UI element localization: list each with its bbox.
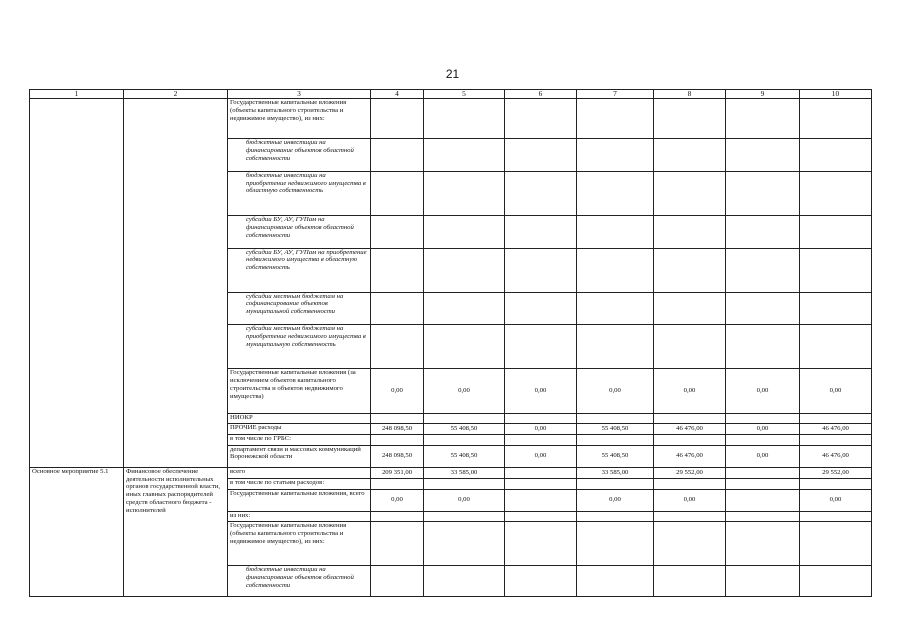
value-cell-col10	[800, 325, 872, 369]
value-cell-col10: 0,00	[800, 369, 872, 414]
header-cell-3: 3	[228, 90, 371, 99]
value-cell-col6: 0,00	[505, 423, 577, 435]
value-cell-col5: 0,00	[424, 369, 505, 414]
value-cell-col9: 0,00	[726, 369, 800, 414]
value-cell-col7: 55 408,50	[577, 445, 654, 467]
value-cell-col4: 209 351,00	[371, 467, 424, 479]
value-cell-col10	[800, 139, 872, 172]
value-cell-col5	[424, 479, 505, 490]
row-label: субсидии БУ, АУ, ГУПам на финансирование объектов областной собственности	[228, 215, 371, 248]
value-cell-col10	[800, 292, 872, 325]
value-cell-col4	[371, 215, 424, 248]
row-label: бюджетные инвестиции на финансирование объектов областной собственности	[228, 139, 371, 172]
value-cell-col9	[726, 215, 800, 248]
value-cell-col9: 0,00	[726, 423, 800, 435]
value-cell-col10: 0,00	[800, 489, 872, 511]
value-cell-col7	[577, 99, 654, 139]
row-label: всего	[228, 467, 371, 479]
value-cell-col7	[577, 522, 654, 566]
value-cell-col8	[654, 325, 726, 369]
header-cell-5: 5	[424, 90, 505, 99]
value-cell-col6	[505, 489, 577, 511]
value-cell-col5: 55 408,50	[424, 445, 505, 467]
value-cell-col8	[654, 215, 726, 248]
row-label: из них:	[228, 511, 371, 522]
value-cell-col5	[424, 325, 505, 369]
value-cell-col9	[726, 292, 800, 325]
value-cell-col5	[424, 99, 505, 139]
value-cell-col7	[577, 171, 654, 215]
header-cell-8: 8	[654, 90, 726, 99]
value-cell-col5	[424, 435, 505, 446]
row-label: Государственные капитальные вложения (за исключением объектов капитального строительства и объектов недвижимого имущества)	[228, 369, 371, 414]
value-cell-col7	[577, 248, 654, 292]
empty-col1-cell	[30, 99, 124, 467]
value-cell-col4	[371, 248, 424, 292]
value-cell-col8	[654, 511, 726, 522]
empty-col2-cell	[124, 99, 228, 467]
value-cell-col6: 0,00	[505, 369, 577, 414]
value-cell-col4: 248 098,50	[371, 423, 424, 435]
value-cell-col4	[371, 511, 424, 522]
value-cell-col7	[577, 435, 654, 446]
value-cell-col4	[371, 325, 424, 369]
value-cell-col10	[800, 479, 872, 490]
value-cell-col8	[654, 292, 726, 325]
value-cell-col9	[726, 139, 800, 172]
value-cell-col9	[726, 479, 800, 490]
value-cell-col6: 0,00	[505, 445, 577, 467]
value-cell-col6	[505, 325, 577, 369]
row-label: Государственные капитальные вложения (объекты капитального строительства и недвижимое имущество), из них:	[228, 522, 371, 566]
value-cell-col9	[726, 325, 800, 369]
value-cell-col9	[726, 99, 800, 139]
value-cell-col4	[371, 566, 424, 597]
value-cell-col5	[424, 414, 505, 423]
row-label: департамент связи и массовых коммуникаций Воронежской области	[228, 445, 371, 467]
value-cell-col6	[505, 414, 577, 423]
value-cell-col7	[577, 325, 654, 369]
table-row	[30, 99, 872, 139]
header-cell-4: 4	[371, 90, 424, 99]
header-cell-1: 1	[30, 90, 124, 99]
value-cell-col10	[800, 171, 872, 215]
row-label: бюджетные инвестиции на приобретение недвижимого имущества в областную собственность	[228, 171, 371, 215]
row-label: Государственные капитальные вложения (объекты капитального строительства и недвижимое имущество), из них:	[228, 99, 371, 139]
value-cell-col6	[505, 248, 577, 292]
value-cell-col8	[654, 435, 726, 446]
value-cell-col5	[424, 511, 505, 522]
page-number: 21	[445, 67, 460, 81]
row-label: субсидии местным бюджетам на софинансирование объектов муниципальной собственности	[228, 292, 371, 325]
value-cell-col7	[577, 139, 654, 172]
value-cell-col10	[800, 99, 872, 139]
row-label: в том числе по ГРБС:	[228, 435, 371, 446]
value-cell-col8: 46 476,00	[654, 423, 726, 435]
value-cell-col8	[654, 248, 726, 292]
row-label: субсидии БУ, АУ, ГУПам на приобретение недвижимого имущества в областную собственность	[228, 248, 371, 292]
value-cell-col8: 0,00	[654, 489, 726, 511]
value-cell-col7	[577, 566, 654, 597]
value-cell-col4	[371, 292, 424, 325]
value-cell-col7: 33 585,00	[577, 467, 654, 479]
header-cell-6: 6	[505, 90, 577, 99]
value-cell-col7	[577, 511, 654, 522]
value-cell-col5	[424, 566, 505, 597]
row-label: Государственные капитальные вложения, всего	[228, 489, 371, 511]
value-cell-col6	[505, 139, 577, 172]
value-cell-col9	[726, 522, 800, 566]
value-cell-col9	[726, 566, 800, 597]
value-cell-col8	[654, 139, 726, 172]
value-cell-col5: 33 585,00	[424, 467, 505, 479]
value-cell-col10	[800, 414, 872, 423]
value-cell-col4	[371, 435, 424, 446]
value-cell-col7	[577, 479, 654, 490]
value-cell-col8	[654, 479, 726, 490]
value-cell-col5	[424, 139, 505, 172]
value-cell-col6	[505, 292, 577, 325]
header-row	[30, 90, 872, 99]
value-cell-col5	[424, 215, 505, 248]
value-cell-col4: 0,00	[371, 369, 424, 414]
activity-name-cell: Основное мероприятие 5.1	[30, 467, 124, 596]
value-cell-col5: 0,00	[424, 489, 505, 511]
value-cell-col4: 248 098,50	[371, 445, 424, 467]
value-cell-col9	[726, 414, 800, 423]
value-cell-col8	[654, 171, 726, 215]
value-cell-col4	[371, 139, 424, 172]
value-cell-col6	[505, 467, 577, 479]
value-cell-col7	[577, 215, 654, 248]
value-cell-col10	[800, 435, 872, 446]
value-cell-col7: 0,00	[577, 489, 654, 511]
value-cell-col6	[505, 435, 577, 446]
value-cell-col10	[800, 248, 872, 292]
header-cell-10: 10	[800, 90, 872, 99]
value-cell-col7	[577, 414, 654, 423]
value-cell-col8: 29 552,00	[654, 467, 726, 479]
value-cell-col4	[371, 99, 424, 139]
value-cell-col8	[654, 566, 726, 597]
value-cell-col5: 55 408,50	[424, 423, 505, 435]
budget-table	[29, 89, 872, 597]
value-cell-col10: 46 476,00	[800, 423, 872, 435]
value-cell-col7: 0,00	[577, 369, 654, 414]
row-label: в том числе по статьям расходов:	[228, 479, 371, 490]
value-cell-col10	[800, 215, 872, 248]
value-cell-col8	[654, 522, 726, 566]
row-label: субсидии местным бюджетам на приобретение недвижимого имущества в муниципальную собственность	[228, 325, 371, 369]
value-cell-col7	[577, 292, 654, 325]
value-cell-col9: 0,00	[726, 445, 800, 467]
value-cell-col4	[371, 414, 424, 423]
value-cell-col6	[505, 479, 577, 490]
value-cell-col4: 0,00	[371, 489, 424, 511]
value-cell-col10: 46 476,00	[800, 445, 872, 467]
value-cell-col6	[505, 171, 577, 215]
value-cell-col6	[505, 566, 577, 597]
value-cell-col9	[726, 511, 800, 522]
header-cell-9: 9	[726, 90, 800, 99]
value-cell-col8	[654, 414, 726, 423]
value-cell-col5	[424, 292, 505, 325]
table-row	[30, 467, 872, 479]
value-cell-col10	[800, 566, 872, 597]
value-cell-col6	[505, 511, 577, 522]
header-cell-2: 2	[124, 90, 228, 99]
value-cell-col5	[424, 171, 505, 215]
value-cell-col6	[505, 522, 577, 566]
value-cell-col9	[726, 171, 800, 215]
row-label: НИОКР	[228, 414, 371, 423]
value-cell-col8: 0,00	[654, 369, 726, 414]
value-cell-col4	[371, 522, 424, 566]
row-label: ПРОЧИЕ расходы	[228, 423, 371, 435]
value-cell-col8	[654, 99, 726, 139]
value-cell-col8: 46 476,00	[654, 445, 726, 467]
value-cell-col5	[424, 522, 505, 566]
value-cell-col10: 29 552,00	[800, 467, 872, 479]
value-cell-col10	[800, 511, 872, 522]
value-cell-col9	[726, 435, 800, 446]
value-cell-col10	[800, 522, 872, 566]
value-cell-col4	[371, 479, 424, 490]
value-cell-col4	[371, 171, 424, 215]
value-cell-col5	[424, 248, 505, 292]
row-label: бюджетные инвестиции на финансирование объектов областной собственности	[228, 566, 371, 597]
activity-description-cell: Финансовое обеспечение деятельности исполнительных органов государственной власти, иных главных распорядителей средств областного бюджета - исполнителей	[124, 467, 228, 596]
value-cell-col7: 55 408,50	[577, 423, 654, 435]
header-cell-7: 7	[577, 90, 654, 99]
value-cell-col6	[505, 215, 577, 248]
value-cell-col6	[505, 99, 577, 139]
value-cell-col9	[726, 489, 800, 511]
value-cell-col9	[726, 467, 800, 479]
value-cell-col9	[726, 248, 800, 292]
